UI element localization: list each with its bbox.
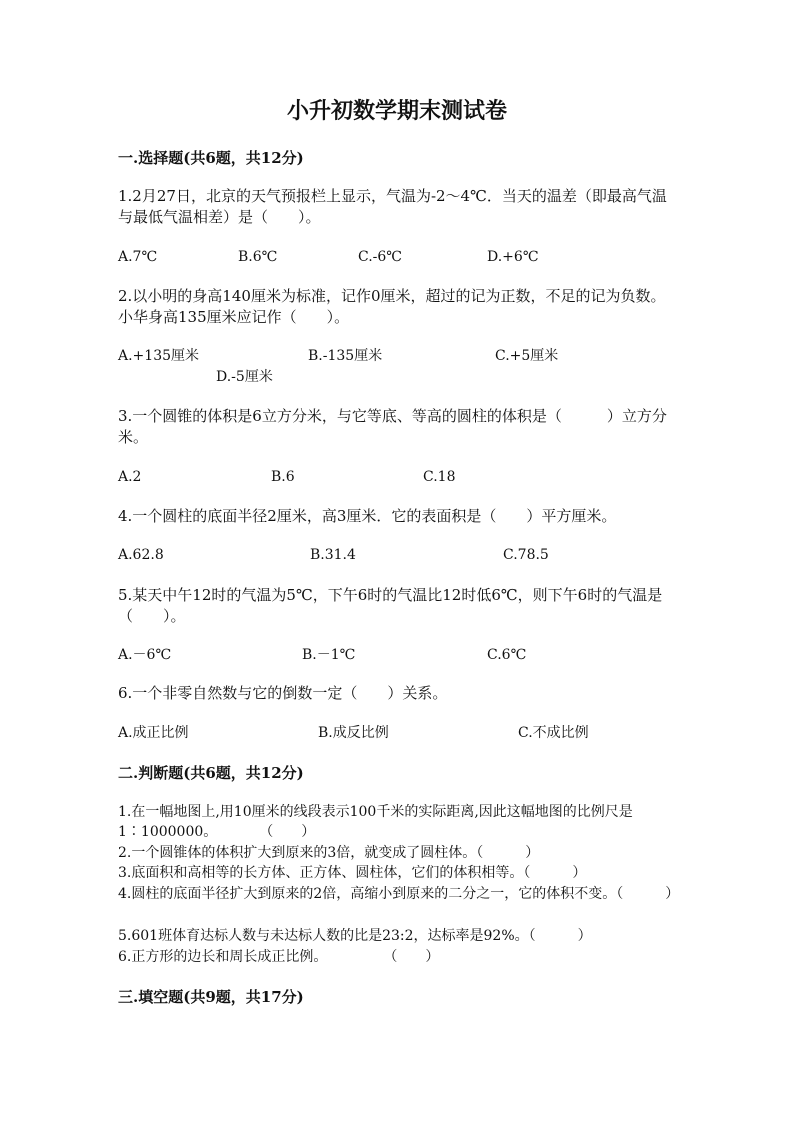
- option-c: C.+5厘米: [495, 348, 559, 364]
- judge-item-4: 4.圆柱的底面半径扩大到原来的2倍，高缩小到原来的二分之一，它的体积不变。（ ）: [118, 886, 680, 902]
- choice-options-4: [118, 545, 678, 589]
- section-heading-judge: 二.判断题(共6题，共12分): [118, 764, 304, 782]
- judge-item-3: 3.底面积和高相等的长方体、正方体、圆柱体，它们的体积相等。（ ）: [118, 865, 587, 881]
- choice-options-3: [118, 467, 678, 511]
- option-a: A.2: [118, 469, 142, 485]
- option-b: B.－1℃: [302, 647, 356, 663]
- choice-question-2: 2.以小明的身高140厘米为标准，记作0厘米，超过的记为正数，不足的记为负数。小华身高135厘米应记作（ ）。: [118, 287, 666, 326]
- option-b: B.6℃: [238, 249, 278, 265]
- option-c: C.78.5: [503, 547, 549, 563]
- option-a: A.+135厘米: [118, 348, 200, 364]
- choice-options-6: [118, 723, 678, 767]
- judge-item-6: 6.正方形的边长和周长成正比例。 （ ）: [118, 949, 440, 965]
- section-heading-choice: 一.选择题(共6题，共12分): [118, 149, 304, 167]
- option-a: A.成正比例: [118, 725, 189, 741]
- judge-item-1: 1.在一幅地图上,用10厘米的线段表示100千米的实际距离,因此这幅地图的比例尺是1∶1000000。 （ ）: [118, 804, 633, 840]
- option-c: C.-6℃: [358, 249, 402, 265]
- choice-question-3: 3.一个圆锥的体积是6立方分米，与它等底、等高的圆柱的体积是（ ）立方分米。: [118, 407, 667, 446]
- choice-question-1: 1.2月27日，北京的天气预报栏上显示，气温为-2～4℃．当天的温差（即最高气温与最低气温相差）是（ ）。: [118, 187, 667, 226]
- choice-question-5: 5.某天中午12时的气温为5℃，下午6时的气温比12时低6℃，则下午6时的气温是（ ）。: [118, 586, 663, 625]
- option-b: B.6: [271, 469, 295, 485]
- option-a: A.62.8: [118, 547, 164, 563]
- judge-item-2: 2.一个圆锥体的体积扩大到原来的3倍，就变成了圆柱体。（ ）: [118, 845, 540, 861]
- option-b: B.成反比例: [318, 725, 389, 741]
- option-d: D.+6℃: [487, 249, 539, 265]
- page-title: 小升初数学期末测试卷: [286, 98, 507, 124]
- choice-options-2: [118, 346, 678, 390]
- judge-item-5: 5.601班体育达标人数与未达标人数的比是23:2，达标率是92%。（ ）: [118, 928, 592, 944]
- option-c: C.18: [423, 469, 456, 485]
- option-c: C.不成比例: [518, 725, 589, 741]
- choice-question-6: 6.一个非零自然数与它的倒数一定（ ）关系。: [118, 684, 448, 702]
- choice-options-1: [118, 247, 678, 291]
- section-heading-fill: 三.填空题(共9题，共17分): [118, 988, 304, 1006]
- option-a: A.－6℃: [118, 647, 172, 663]
- choice-question-4: 4.一个圆柱的底面半径2厘米，高3厘米．它的表面积是（ ）平方厘米。: [118, 507, 617, 525]
- option-c: C.6℃: [487, 647, 527, 663]
- option-b: B.31.4: [310, 547, 356, 563]
- option-d: D.-5厘米: [216, 369, 273, 385]
- option-a: A.7℃: [118, 249, 158, 265]
- option-b: B.-135厘米: [308, 348, 383, 364]
